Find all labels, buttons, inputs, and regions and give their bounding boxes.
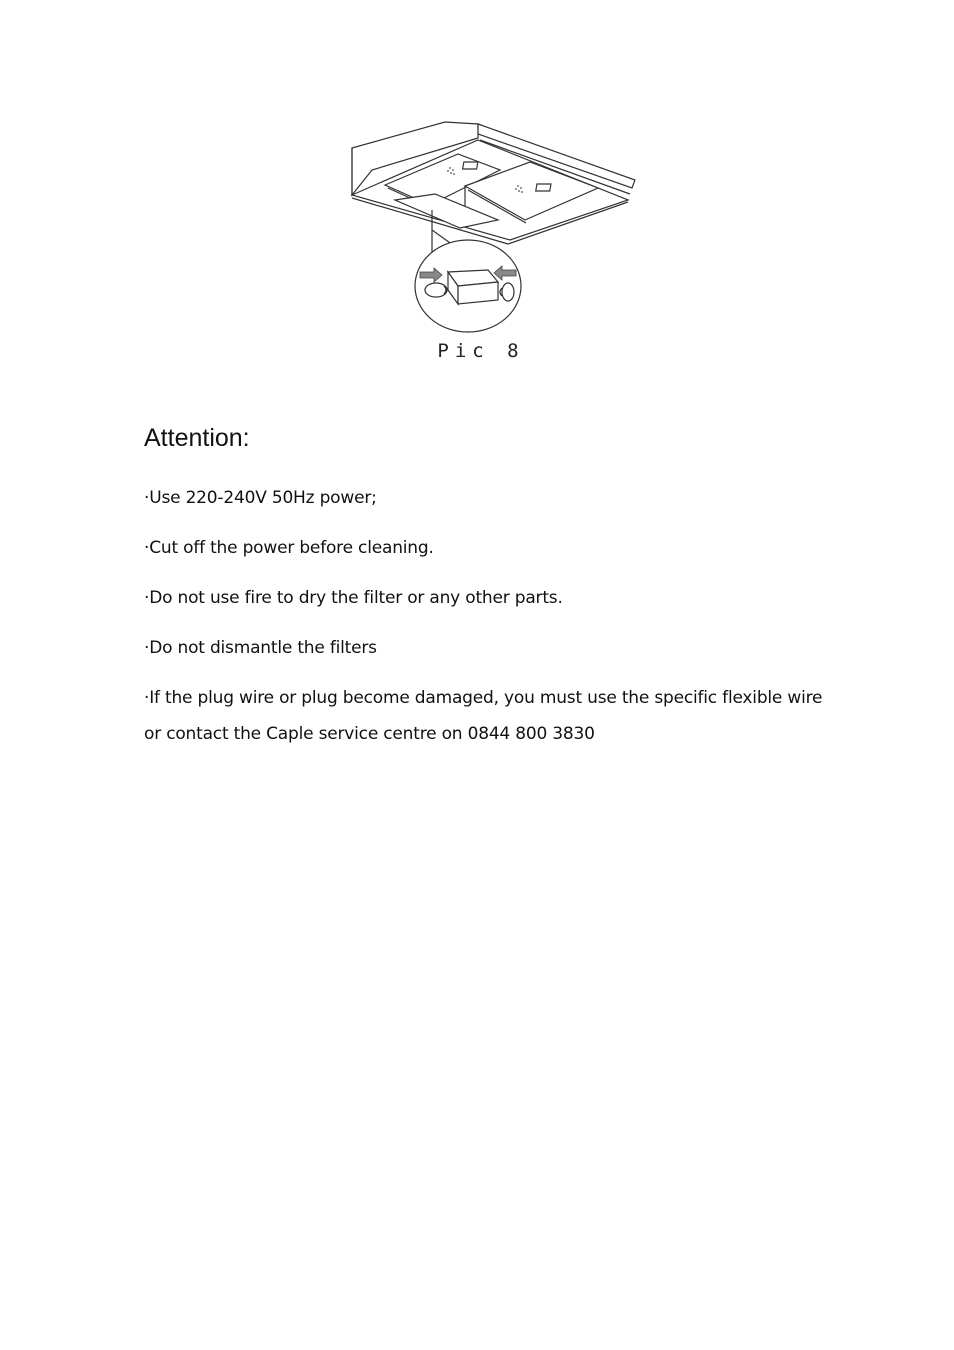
hood-illustration xyxy=(340,110,650,340)
list-item: ·If the plug wire or plug become damaged, you must use the specific flexible wire or contact the Caple service centre on 0844 800 3830 xyxy=(144,688,823,744)
list-item: ·Do not use fire to dry the filter or any other parts. xyxy=(144,588,563,608)
figure-caption: Pic 8 xyxy=(437,340,525,362)
attention-list xyxy=(144,480,834,766)
list-item: ·Use 220-240V 50Hz power; xyxy=(144,488,377,508)
list-item: ·Do not dismantle the filters xyxy=(144,638,377,658)
list-item: ·Cut off the power before cleaning. xyxy=(144,538,434,558)
cooker-hood-bulb-diagram xyxy=(340,110,650,340)
attention-heading: Attention: xyxy=(144,424,250,452)
